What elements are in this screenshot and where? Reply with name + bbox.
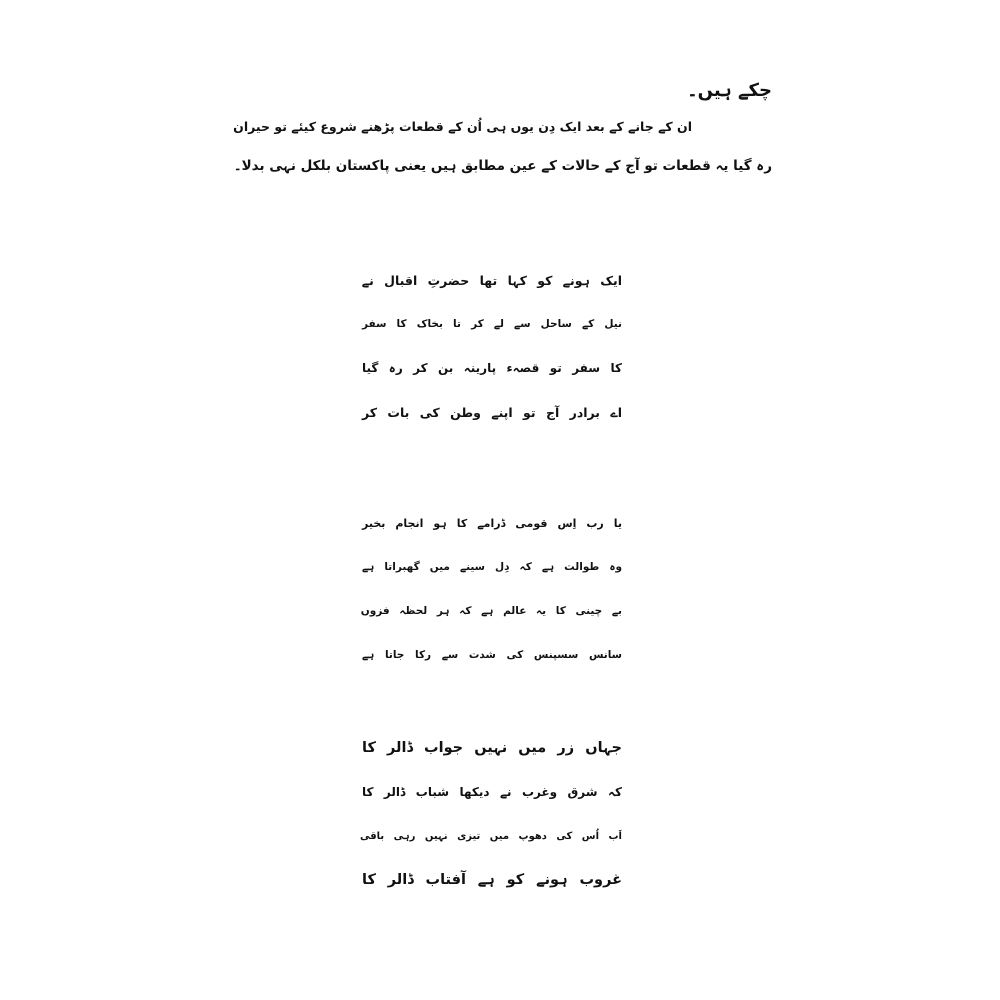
verse-line: اَب اُس کی دھوپ میں تیزی نہیں رہی باقی bbox=[360, 831, 622, 842]
verse-line: بے چینی کا یہ عالم ہے کہ ہر لحظہ فزوں bbox=[360, 605, 622, 617]
verse-line: نیل کے ساحل سے لے کر تا بخاک کا سفر bbox=[362, 318, 622, 330]
poem-stanza bbox=[362, 510, 622, 686]
prose-line: چکے ہیں۔ bbox=[687, 80, 772, 101]
verse-line: یا رب اِس قومی ڈرامے کا ہو انجام بخیر bbox=[362, 517, 622, 530]
prose-line: ان کے جانے کے بعد ایک دِن یوں ہی اُن کے قطعات پڑھنے شروع کیئے تو حیران bbox=[233, 119, 692, 134]
verse-line: کا سفر تو قصہء پارینہ بن کر رہ گیا bbox=[362, 361, 622, 375]
verse-line: اے برادر آج تو اپنے وطن کی بات کر bbox=[362, 405, 622, 420]
prose-line: رہ گیا یہ قطعات تو آج کے حالات کے عین مطابق ہیں یعنی پاکستان بلکل نہی بدلا۔ bbox=[233, 158, 772, 174]
verse-line: سانس سسپنس کی شدت سے رکا جاتا ہے bbox=[362, 649, 622, 661]
poem-stanza bbox=[362, 267, 622, 443]
verse-line: جہاں زر میں نہیں جواب ڈالر کا bbox=[362, 740, 622, 756]
verse-line: وہ طوالت ہے کہ دِل سینے میں گھبراتا ہے bbox=[362, 561, 622, 573]
poem-stanza bbox=[362, 735, 622, 911]
verse-line: ایک ہونے کو کہا تھا حضرتِ اقبال نے bbox=[361, 273, 622, 288]
prose-paragraph bbox=[232, 78, 772, 192]
verse-line: غروب ہونے کو ہے آفتاب ڈالر کا bbox=[362, 872, 622, 888]
verse-line: کہ شرق وغرب نے دیکھا شباب ڈالر کا bbox=[362, 785, 622, 799]
